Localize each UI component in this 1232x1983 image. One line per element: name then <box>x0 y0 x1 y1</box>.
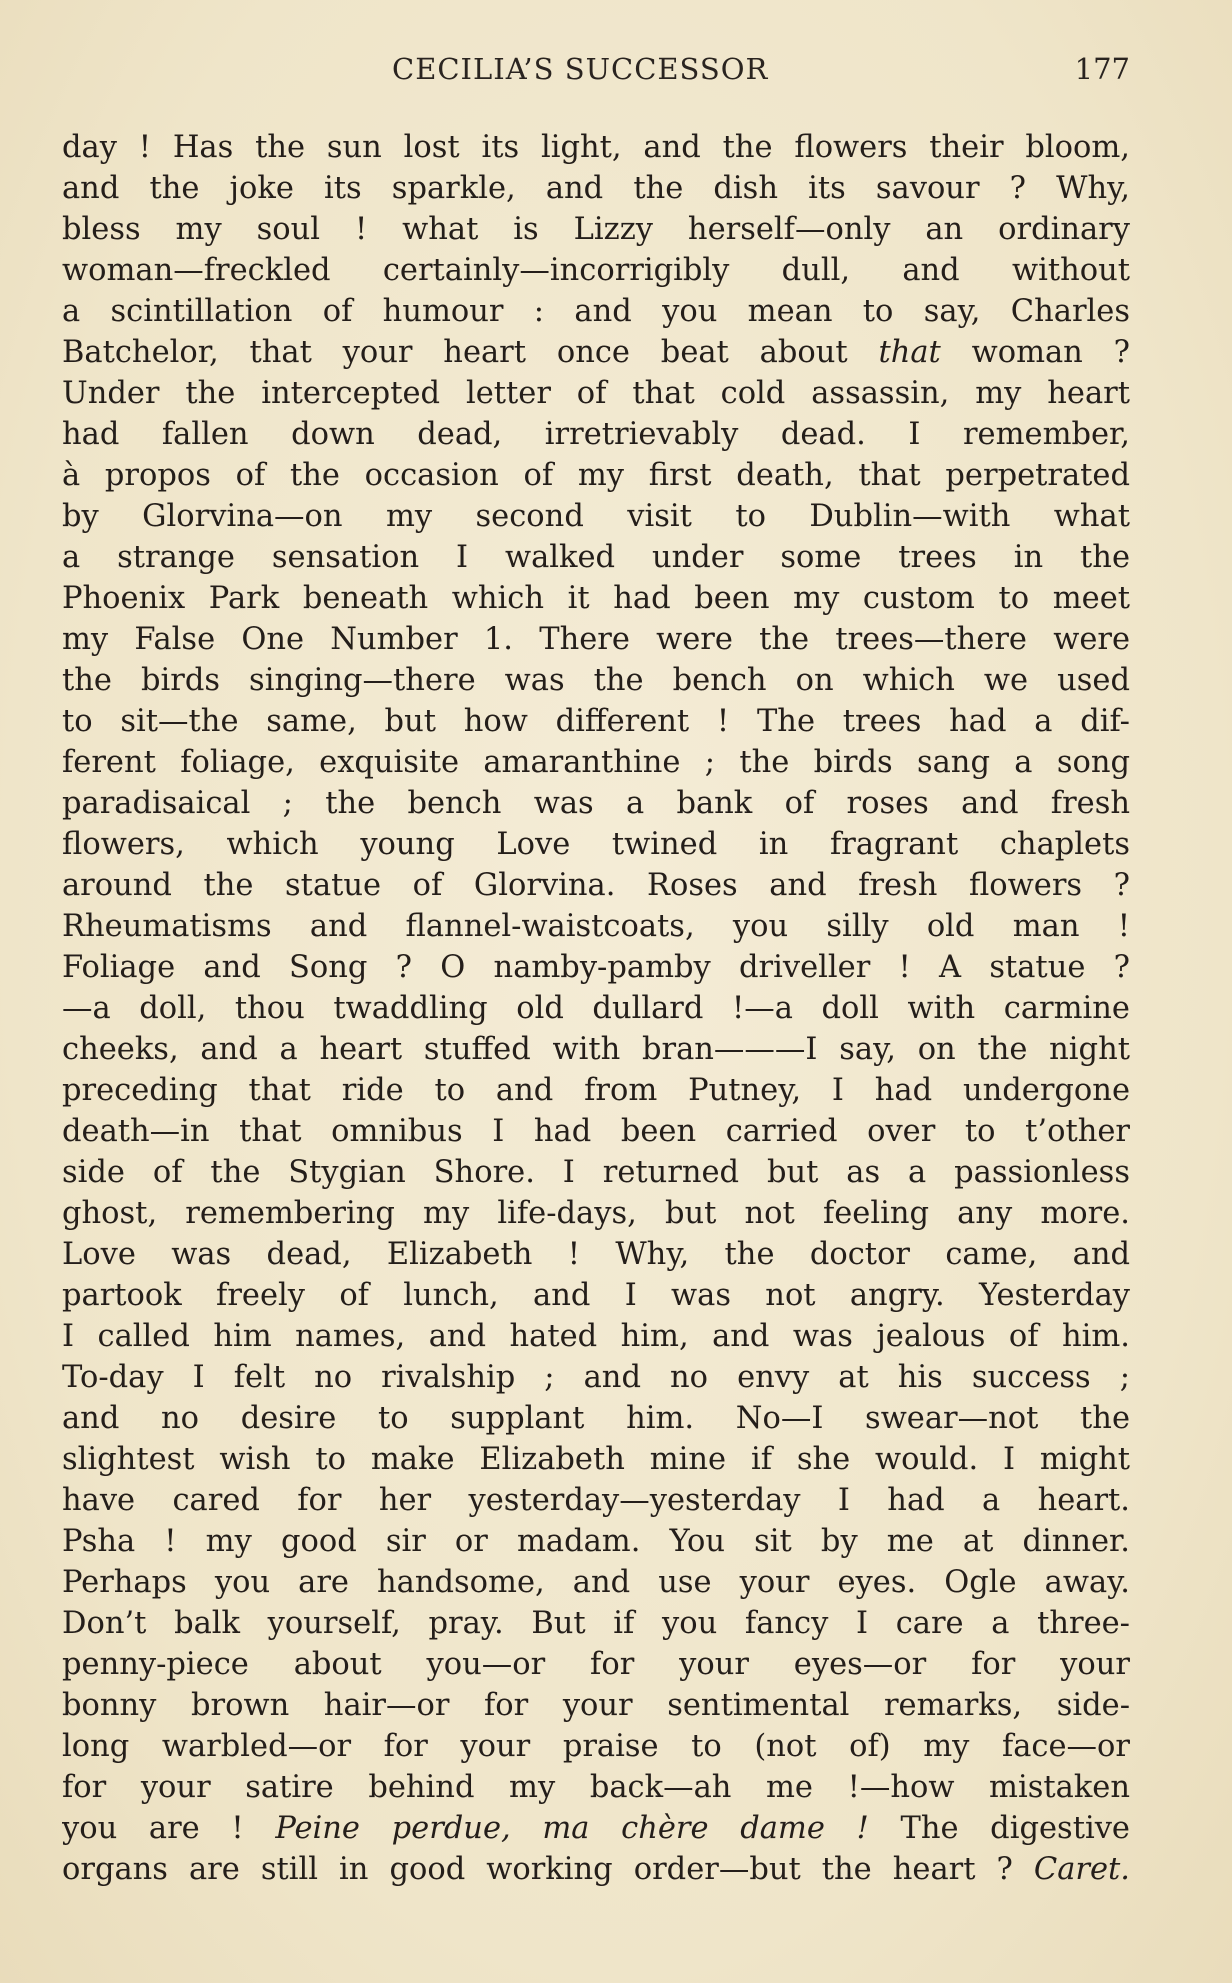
text-run: my False One Number 1. There were the trees—there were <box>62 622 1130 657</box>
text-line <box>62 1357 1130 1398</box>
text-line <box>62 496 1130 537</box>
text-run: flowers, which young Love twined in fragrant chaplets <box>62 827 1130 862</box>
text-line <box>62 578 1130 619</box>
text-line <box>62 947 1130 988</box>
page-header <box>62 52 1130 92</box>
text-run: cheeks, and a heart stuffed with bran———I say, on the night <box>62 1032 1130 1067</box>
text-run: paradisaical ; the bench was a bank of roses and fresh <box>62 786 1130 821</box>
text-run: Rheumatisms and flannel-waistcoats, you silly old man ! <box>62 909 1130 944</box>
text-line <box>62 619 1130 660</box>
text-line <box>62 209 1130 250</box>
text-line <box>62 1234 1130 1275</box>
text-run: bless my soul ! what is Lizzy herself—only an ordinary <box>62 212 1130 247</box>
text-line <box>62 1480 1130 1521</box>
text-line <box>62 1398 1130 1439</box>
text-run: a scintillation of humour : and you mean to say, Charles <box>62 294 1130 329</box>
text-run: ghost, remembering my life-days, but not feeling any more. <box>62 1196 1130 1231</box>
page-number: 177 <box>1074 52 1130 86</box>
text-line <box>62 701 1130 742</box>
text-line <box>62 783 1130 824</box>
text-run: the birds singing—there was the bench on which we used <box>62 663 1130 698</box>
text-run: had fallen down dead, irretrievably dead. I remember, <box>62 417 1130 452</box>
text-line <box>62 455 1130 496</box>
text-line <box>62 988 1130 1029</box>
text-line <box>62 1562 1130 1603</box>
italic-text: Peine perdue, ma chère dame ! <box>275 1811 869 1846</box>
text-run: around the statue of Glorvina. Roses and fresh flowers ? <box>62 868 1130 903</box>
text-run: woman—freckled certainly—incorrigibly dull, and without <box>62 253 1130 288</box>
text-line <box>62 168 1130 209</box>
text-line <box>62 1275 1130 1316</box>
text-line <box>62 824 1130 865</box>
text-run: The digestive <box>868 1811 1130 1846</box>
text-run: woman ? <box>940 335 1130 370</box>
text-line <box>62 414 1130 455</box>
text-run: long warbled—or for your praise to (not of) my face—or <box>62 1729 1130 1764</box>
text-run: Under the intercepted letter of that cold assassin, my heart <box>62 376 1130 411</box>
text-line <box>62 1070 1130 1111</box>
text-run: death—in that omnibus I had been carried over to t’other <box>62 1114 1130 1149</box>
text-line <box>62 1193 1130 1234</box>
text-line <box>62 1439 1130 1480</box>
text-line <box>62 250 1130 291</box>
text-run: Phoenix Park beneath which it had been my custom to meet <box>62 581 1130 616</box>
text-run: you are ! <box>62 1811 276 1846</box>
text-line <box>62 1521 1130 1562</box>
text-run: Foliage and Song ? O namby-pamby driveller ! A statue ? <box>62 950 1130 985</box>
text-run: Perhaps you are handsome, and use your eyes. Ogle away. <box>62 1565 1130 1600</box>
text-line <box>62 291 1130 332</box>
text-run: preceding that ride to and from Putney, I had undergone <box>62 1073 1130 1108</box>
text-run: Psha ! my good sir or madam. You sit by me at dinner. <box>62 1524 1130 1559</box>
text-run: by Glorvina—on my second visit to Dublin—with what <box>62 499 1130 534</box>
text-run: To-day I felt no rivalship ; and no envy at his success ; <box>62 1360 1130 1395</box>
body-text <box>62 127 1130 1890</box>
text-line <box>62 865 1130 906</box>
text-run: Batchelor, that your heart once beat about <box>62 335 879 370</box>
text-run: a strange sensation I walked under some trees in the <box>62 540 1130 575</box>
text-line <box>62 373 1130 414</box>
text-run: ferent foliage, exquisite amaranthine ; the birds sang a song <box>62 745 1130 780</box>
text-run: à propos of the occasion of my first death, that perpetrated <box>62 458 1130 493</box>
text-run: organs are still in good working order—but the heart ? <box>62 1852 1034 1887</box>
text-line <box>62 1849 1130 1890</box>
italic-text: that <box>878 335 941 370</box>
text-run: —a doll, thou twaddling old dullard !—a doll with carmine <box>62 991 1130 1026</box>
text-line <box>62 906 1130 947</box>
text-line <box>62 1644 1130 1685</box>
text-line <box>62 1316 1130 1357</box>
text-run: slightest wish to make Elizabeth mine if she would. I might <box>62 1442 1130 1477</box>
text-line <box>62 1767 1130 1808</box>
text-line <box>62 1685 1130 1726</box>
running-title: CECILIA’S SUCCESSOR <box>392 52 769 86</box>
text-run: Love was dead, Elizabeth ! Why, the doctor came, and <box>62 1237 1130 1272</box>
text-line <box>62 1111 1130 1152</box>
italic-text: Caret. <box>1033 1852 1130 1887</box>
text-line <box>62 537 1130 578</box>
text-line <box>62 660 1130 701</box>
text-line <box>62 742 1130 783</box>
text-line <box>62 1808 1130 1849</box>
text-run: bonny brown hair—or for your sentimental remarks, side- <box>62 1688 1130 1723</box>
text-run: side of the Stygian Shore. I returned but as a passionless <box>62 1155 1130 1190</box>
text-run: partook freely of lunch, and I was not angry. Yesterday <box>62 1278 1130 1313</box>
text-line <box>62 127 1130 168</box>
text-run: I called him names, and hated him, and was jealous of him. <box>62 1319 1130 1354</box>
text-run: and the joke its sparkle, and the dish its savour ? Why, <box>62 171 1130 206</box>
text-line <box>62 1726 1130 1767</box>
text-line <box>62 1152 1130 1193</box>
text-run: Don’t balk yourself, pray. But if you fancy I care a three- <box>62 1606 1130 1641</box>
text-run: have cared for her yesterday—yesterday I had a heart. <box>62 1483 1130 1518</box>
text-run: penny-piece about you—or for your eyes—or for your <box>62 1647 1130 1682</box>
text-run: for your satire behind my back—ah me !—how mistaken <box>62 1770 1130 1805</box>
text-line <box>62 1603 1130 1644</box>
text-run: and no desire to supplant him. No—I swear—not the <box>62 1401 1130 1436</box>
text-line <box>62 1029 1130 1070</box>
text-run: day ! Has the sun lost its light, and the flowers their bloom, <box>62 130 1130 165</box>
text-line <box>62 332 1130 373</box>
text-run: to sit—the same, but how different ! The trees had a dif- <box>62 704 1130 739</box>
